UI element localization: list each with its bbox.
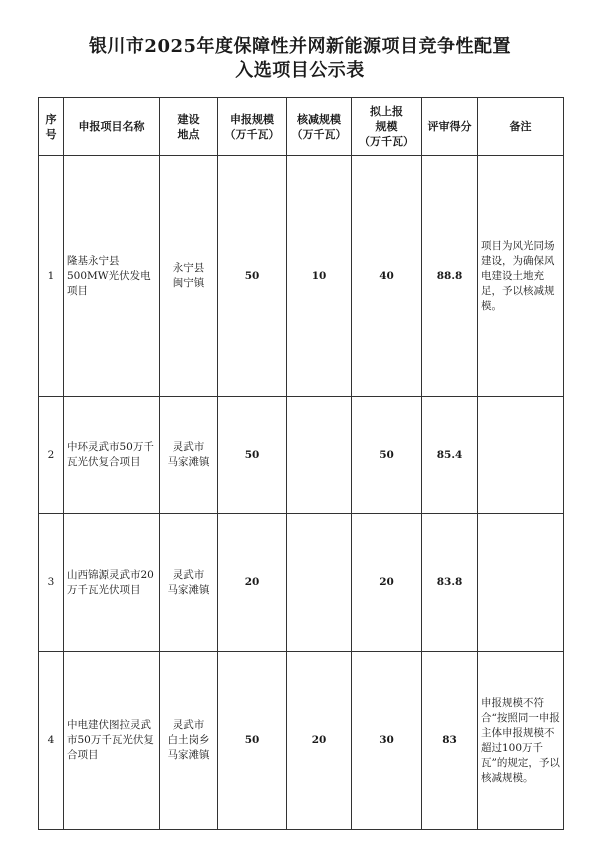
header-location: 建设 地点 [160,98,218,156]
cell-location: 永宁县 闽宁镇 [160,156,218,397]
table-row [39,652,564,830]
header-score: 评审得分 [422,98,478,156]
cell-location: 灵武市 马家滩镇 [160,514,218,652]
title-line-2: 入选项目公示表 [235,60,365,81]
cell-no: 2 [39,397,64,514]
cell-no: 3 [39,514,64,652]
table-row [39,397,564,514]
cell-score: 85.4 [422,397,478,514]
cell-name: 中环灵武市50万千瓦光伏复合项目 [64,397,160,514]
cell-planned: 20 [352,514,422,652]
cell-reduced [287,514,352,652]
table-row [39,156,564,397]
table-row [39,514,564,652]
cell-remark: 项目为风光同场建设，为确保风电建设土地充足，予以核减规模。 [478,156,564,397]
cell-no: 1 [39,156,64,397]
cell-planned: 50 [352,397,422,514]
cell-remark: 申报规模不符合“按照同一申报主体申报规模不超过100万千瓦”的规定，予以核减规模。 [478,652,564,830]
cell-declared: 50 [218,156,287,397]
cell-declared: 20 [218,514,287,652]
cell-declared: 50 [218,652,287,830]
cell-name: 隆基永宁县500MW光伏发电项目 [64,156,160,397]
cell-reduced [287,397,352,514]
header-remark: 备注 [478,98,564,156]
cell-score: 83 [422,652,478,830]
cell-location: 灵武市 马家滩镇 [160,397,218,514]
cell-reduced: 10 [287,156,352,397]
cell-score: 83.8 [422,514,478,652]
cell-remark [478,514,564,652]
cell-planned: 30 [352,652,422,830]
cell-declared: 50 [218,397,287,514]
cell-remark [478,397,564,514]
header-name: 申报项目名称 [64,98,160,156]
header-reduced: 核减规模 （万千瓦） [287,98,352,156]
cell-planned: 40 [352,156,422,397]
cell-reduced: 20 [287,652,352,830]
title-line-1: 银川市2025年度保障性并网新能源项目竞争性配置 [88,36,512,57]
header-declared: 申报规模 （万千瓦） [218,98,287,156]
project-table [38,97,564,830]
header-no: 序号 [39,98,64,156]
cell-no: 4 [39,652,64,830]
cell-score: 88.8 [422,156,478,397]
cell-location: 灵武市 白土岗乡 马家滩镇 [160,652,218,830]
table-header-row [39,98,564,156]
cell-name: 中电建伏图拉灵武市50万千瓦光伏复合项目 [64,652,160,830]
header-planned: 拟上报 规模 （万千瓦） [352,98,422,156]
document-title [0,35,600,83]
cell-name: 山西锦源灵武市20万千瓦光伏项目 [64,514,160,652]
